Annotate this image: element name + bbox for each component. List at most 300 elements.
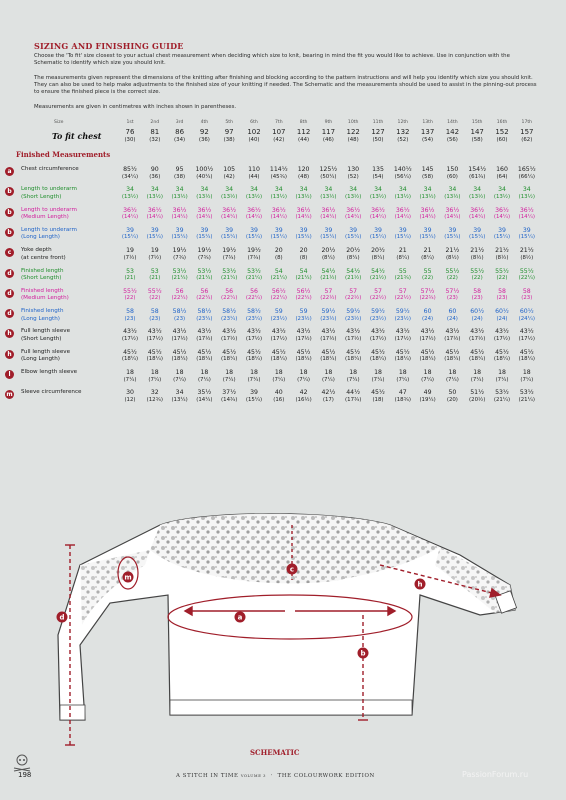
marker-d: d [59, 613, 65, 622]
cell-cm: 132 [396, 128, 410, 136]
cell-cm: 55½ [445, 267, 460, 275]
cell-in: (62) [521, 136, 533, 143]
row-label [21, 308, 116, 323]
cell-cm: 43½ [395, 328, 410, 336]
table-cell [242, 288, 266, 303]
table-cell [341, 308, 365, 323]
cell-in: (13½) [493, 193, 511, 200]
table-cell [143, 247, 167, 262]
cell-in: (36) [198, 136, 210, 143]
to-fit-cell [217, 129, 241, 144]
cell-cm: 57 [374, 287, 382, 295]
table-cell [242, 328, 266, 343]
cell-in: (7¼) [470, 376, 484, 383]
cell-cm: 34 [473, 186, 482, 194]
cell-cm: 39 [225, 226, 234, 234]
cell-cm: 86 [175, 128, 185, 136]
cell-cm: 43½ [296, 328, 311, 336]
table-cell [242, 268, 266, 283]
table-cell [391, 247, 415, 262]
cell-cm: 55½ [519, 267, 534, 275]
cell-cm: 36½ [172, 206, 187, 214]
cell-cm: 145 [421, 166, 434, 173]
table-cell [515, 308, 539, 323]
cell-in: (14¼) [121, 214, 139, 221]
table-cell [192, 247, 216, 262]
cell-in: (22½) [320, 295, 337, 302]
cell-in: (7¾) [222, 254, 236, 261]
table-cell [465, 268, 489, 283]
row-label-main: Finished length [21, 308, 64, 315]
cell-cm: 42 [299, 389, 308, 397]
table-cell [490, 308, 514, 323]
table-row [0, 227, 566, 247]
table-cell [217, 288, 241, 303]
cell-in: (18¼) [493, 356, 511, 363]
table-cell [217, 166, 241, 181]
cell-in: (22) [496, 275, 508, 281]
cell-cm: 34 [448, 186, 457, 194]
row-key-badge: d [5, 289, 14, 298]
table-cell [416, 268, 440, 283]
cell-cm: 43½ [420, 328, 435, 336]
row-label [21, 328, 116, 343]
table-cell [143, 268, 167, 283]
to-fit-cell [440, 129, 464, 144]
cell-cm: 43½ [445, 328, 460, 336]
cell-in: (56) [446, 136, 458, 143]
cell-in: (14¼) [419, 214, 436, 221]
table-cell [515, 328, 539, 343]
cell-in: (18¼) [469, 356, 486, 363]
table-cell [515, 247, 539, 262]
cell-cm: 36½ [445, 206, 460, 214]
cell-cm: 18 [200, 369, 209, 376]
table-cell [316, 308, 340, 323]
cell-cm: 43½ [495, 328, 509, 336]
size-header: 2nd [150, 120, 160, 125]
cell-in: (14¼) [245, 214, 263, 221]
table-cell [440, 288, 464, 303]
table-row [0, 288, 566, 308]
cell-cm: 39 [299, 226, 308, 234]
cell-cm: 21½ [470, 247, 485, 255]
cell-cm: 152 [495, 128, 509, 136]
table-cell [341, 247, 365, 262]
cell-cm: 130 [347, 166, 360, 173]
row-label-sub: (Short Length) [21, 275, 62, 281]
cell-cm: 54 [299, 267, 308, 275]
size-header: 12th [397, 120, 409, 125]
row-key-badge: d [5, 269, 14, 278]
cell-in: (23¼) [245, 315, 263, 322]
cell-cm: 36½ [222, 206, 237, 214]
cell-cm: 39 [200, 226, 209, 234]
cell-in: (13½) [171, 193, 188, 200]
cell-in: (22¼) [245, 295, 263, 302]
table-cell [267, 166, 291, 181]
book-edition: THE COLOURWORK EDITION [277, 773, 375, 779]
cell-cm: 56 [200, 287, 209, 295]
table-cell [267, 328, 291, 343]
table-cell [143, 369, 167, 384]
cell-cm: 43½ [321, 328, 336, 336]
table-cell [366, 247, 390, 262]
table-cell [515, 207, 539, 222]
table-cell [292, 268, 316, 283]
table-cell [416, 247, 440, 262]
table-cell [490, 268, 514, 283]
table-cell [242, 308, 266, 323]
table-cell [366, 369, 390, 384]
table-cell [316, 227, 340, 242]
cell-in: (22¼) [171, 295, 188, 302]
cell-cm: 18 [349, 369, 358, 376]
table-cell [341, 369, 365, 384]
book-title: A STITCH IN TIME VOLUME 3 · THE COLOURWORK EDITION [176, 773, 375, 779]
table-cell [292, 207, 316, 222]
cell-in: (42) [273, 136, 285, 143]
cell-cm: 58 [498, 287, 506, 295]
cell-in: (18¼) [419, 356, 436, 363]
cell-cm: 39 [250, 226, 258, 234]
table-cell [267, 207, 291, 222]
cell-in: (14¼) [171, 214, 188, 221]
cell-in: (24) [446, 315, 458, 322]
cell-cm: 39 [150, 226, 159, 234]
cell-in: (34¼) [121, 173, 139, 180]
cell-cm: 45½ [495, 348, 509, 356]
cell-in: (44) [298, 136, 310, 143]
table-cell [341, 166, 365, 181]
table-cell [465, 288, 489, 303]
to-fit-cell [143, 129, 167, 144]
table-cell [192, 268, 216, 283]
cell-cm: 34 [250, 186, 258, 194]
cell-in: (21¼) [221, 275, 238, 281]
size-header: 4th [200, 120, 209, 125]
row-label [21, 247, 116, 262]
table-cell [292, 328, 316, 343]
cell-cm: 53½ [495, 389, 509, 397]
to-fit-cell [292, 129, 316, 144]
table-cell [118, 389, 142, 404]
cell-cm: 18 [274, 369, 283, 376]
cell-in: (38) [223, 136, 235, 143]
table-cell [416, 369, 440, 384]
intro-paragraph: Choose the 'To fit' size closest to your actual chest measurement when deciding which size to knit, bearing in mind the fit you would like to achieve. Use in conjunction with the Schematic to identify which size you should knit. [34, 53, 510, 66]
table-cell [118, 369, 142, 384]
cell-in: (17½) [196, 335, 213, 342]
cell-in: (15¼) [345, 234, 362, 241]
to-fit-cell [242, 129, 266, 144]
cell-cm: 36½ [371, 206, 385, 214]
cell-in: (18¼) [221, 356, 238, 363]
cell-in: (15¼) [245, 234, 263, 241]
table-cell [391, 227, 415, 242]
cell-cm: 60½ [519, 308, 534, 316]
cell-cm: 36½ [123, 206, 137, 214]
table-cell [366, 268, 390, 283]
cell-in: (7½) [148, 254, 162, 261]
row-label-main: Length to underarm [21, 206, 77, 213]
table-cell [217, 328, 241, 343]
cell-cm: 47 [398, 389, 407, 397]
cell-cm: 117 [321, 128, 336, 136]
cell-in: (14¼) [146, 214, 163, 221]
size-header: 17th [521, 120, 533, 125]
to-fit-cell [316, 129, 340, 144]
cell-cm: 57 [324, 287, 333, 295]
row-label-sub: (Long Length) [21, 234, 60, 241]
cell-cm: 56½ [296, 287, 311, 295]
cell-in: (21¼) [493, 396, 511, 403]
cell-cm: 20½ [321, 247, 336, 255]
table-cell [341, 268, 365, 283]
table-row [0, 166, 566, 186]
cell-in: (13½) [270, 193, 287, 200]
to-fit-cell [267, 129, 291, 144]
row-key-badge: b [5, 208, 14, 217]
cell-in: (22) [422, 275, 434, 281]
table-cell [267, 268, 291, 283]
table-cell [316, 166, 340, 181]
cell-in: (7¼) [148, 376, 162, 383]
table-cell [192, 369, 216, 384]
cell-in: (8½) [495, 254, 509, 261]
table-cell [440, 389, 464, 404]
row-label-main: Full length sleeve [21, 348, 71, 355]
table-cell [391, 268, 415, 283]
units-paragraph: Measurements are given in centimetres with inches shown in parentheses. [34, 104, 237, 110]
cell-in: (15¼) [146, 234, 163, 241]
cell-in: (17½) [444, 335, 461, 342]
cell-cm: 43½ [197, 328, 212, 336]
cell-in: (15¼) [444, 234, 461, 241]
cell-in: (8¼) [421, 254, 435, 261]
cell-cm: 59½ [371, 308, 385, 316]
cell-in: (21¾) [394, 275, 411, 281]
cell-cm: 39 [448, 226, 457, 234]
cell-cm: 36½ [247, 206, 261, 214]
cell-cm: 53 [150, 267, 159, 275]
to-fit-row [0, 129, 566, 149]
table-cell [242, 389, 266, 404]
table-cell [440, 207, 464, 222]
cell-in: (23) [496, 295, 508, 302]
cell-in: (52) [397, 136, 409, 143]
cell-cm: 53½ [519, 389, 534, 397]
cell-in: (40) [248, 136, 260, 143]
table-cell [267, 389, 291, 404]
cell-cm: 34 [299, 186, 308, 194]
cell-cm: 54½ [321, 267, 336, 275]
cell-in: (17½) [121, 335, 139, 342]
to-fit-cell [515, 129, 539, 144]
table-row [0, 328, 566, 348]
table-cell [267, 369, 291, 384]
cell-in: (15¼) [394, 234, 411, 241]
cell-in: (13½) [444, 193, 461, 200]
table-cell [416, 288, 440, 303]
cell-cm: 43½ [519, 328, 534, 336]
cell-cm: 18 [299, 369, 308, 376]
table-cell [143, 186, 167, 201]
cell-cm: 45½ [147, 348, 162, 356]
cell-in: (18¼) [121, 356, 139, 363]
row-label-main: Chest circumference [21, 166, 79, 172]
row-label [21, 227, 116, 242]
cell-cm: 36½ [271, 206, 286, 214]
cell-in: (61¾) [469, 173, 486, 180]
cell-in: (22) [471, 275, 483, 281]
table-cell [242, 207, 266, 222]
cell-cm: 140½ [393, 166, 412, 173]
cell-cm: 58½ [197, 308, 212, 316]
cell-cm: 39 [274, 226, 283, 234]
cell-in: (23) [124, 315, 136, 322]
cell-in: (15¼) [171, 234, 188, 241]
cell-cm: 45½ [296, 348, 311, 356]
cell-cm: 165½ [517, 166, 536, 173]
table-cell [192, 207, 216, 222]
table-cell [316, 186, 340, 201]
schematic-title: SCHEMATIC [250, 748, 300, 757]
table-cell [143, 227, 167, 242]
cell-cm: 34 [175, 389, 184, 397]
row-label-main: Length to underarm [21, 186, 77, 193]
table-cell [118, 186, 142, 201]
cell-cm: 34 [225, 186, 234, 194]
cell-cm: 34 [200, 186, 209, 194]
cell-in: (22) [124, 295, 136, 302]
cell-in: (7¾) [197, 254, 211, 261]
cell-cm: 57½ [445, 287, 460, 295]
table-cell [118, 268, 142, 283]
cell-in: (13½) [394, 193, 411, 200]
row-key-badge: c [5, 248, 14, 257]
table-cell [118, 227, 142, 242]
cell-in: (21½) [369, 275, 387, 281]
cell-cm: 58 [126, 308, 134, 316]
table-cell [267, 288, 291, 303]
cell-cm: 36½ [147, 206, 162, 214]
cell-cm: 20 [274, 247, 283, 255]
cell-in: (23½) [295, 315, 312, 322]
table-cell [490, 186, 514, 201]
table-cell [515, 227, 539, 242]
table-cell [341, 186, 365, 201]
cell-in: (17½) [245, 335, 263, 342]
cell-cm: 19½ [197, 247, 212, 255]
cell-in: (17½) [369, 335, 387, 342]
cell-cm: 102 [247, 128, 261, 136]
cell-in: (7¼) [520, 376, 534, 383]
table-cell [143, 389, 167, 404]
cell-in: (17½) [146, 335, 163, 342]
row-key-badge: b [5, 187, 14, 196]
cell-cm: 60 [423, 308, 432, 316]
cell-in: (21½) [345, 275, 362, 281]
table-cell [391, 349, 415, 364]
cell-in: (18¼) [146, 356, 163, 363]
table-cell [292, 227, 316, 242]
cell-cm: 36½ [519, 206, 534, 214]
cell-in: (8¼) [396, 254, 410, 261]
row-key-badge: d [5, 309, 14, 318]
cell-in: (15¼) [221, 234, 238, 241]
cell-cm: 18 [498, 369, 506, 376]
cell-cm: 147 [470, 128, 484, 136]
size-header: 5th [225, 120, 233, 125]
table-cell [465, 349, 489, 364]
cell-in: (13½) [320, 193, 337, 200]
table-cell [515, 186, 539, 201]
cell-cm: 45½ [247, 348, 261, 356]
cell-cm: 43½ [470, 328, 485, 336]
to-fit-label: To fit chest [52, 131, 102, 141]
cell-cm: 34 [274, 186, 283, 194]
cell-in: (7¼) [396, 376, 410, 383]
cell-in: (22¼) [196, 295, 213, 302]
table-row [0, 308, 566, 328]
cell-cm: 21½ [445, 247, 460, 255]
cell-cm: 18 [448, 369, 457, 376]
cell-cm: 135 [372, 166, 384, 173]
finished-measurements-title: Finished Measurements [16, 150, 111, 159]
measurements-paragraph: The measurements given represent the dimensions of the knitting after finishing and blocking according to the pattern instructions and will help you identify which size you should knit. They can also be used to help make adjustments to the finished size of your knitting if needed. The Schematic and the measurements should be used to assist in the pinning-out process to ensure the finished piece is the correct size. [34, 75, 537, 95]
cell-in: (7¼) [371, 376, 385, 383]
table-cell [292, 308, 316, 323]
table-cell [465, 389, 489, 404]
cell-in: (36) [149, 173, 161, 180]
cell-cm: 35½ [197, 389, 212, 397]
row-label [21, 166, 116, 174]
cell-in: (14¾) [221, 396, 238, 403]
table-cell [490, 207, 514, 222]
cell-cm: 34 [498, 186, 506, 194]
table-cell [465, 166, 489, 181]
cell-in: (14¼) [295, 214, 312, 221]
cell-cm: 58 [473, 287, 482, 295]
table-cell [292, 186, 316, 201]
cell-cm: 36½ [470, 206, 485, 214]
size-header-row [0, 120, 566, 128]
cell-cm: 53½ [172, 267, 187, 275]
cell-cm: 40 [274, 389, 283, 397]
to-fit-cell [416, 129, 440, 144]
table-cell [391, 308, 415, 323]
cell-in: (15¼) [270, 234, 287, 241]
cell-in: (23) [521, 295, 533, 302]
cell-in: (21¼) [196, 275, 213, 281]
cell-cm: 18 [150, 369, 159, 376]
cell-cm: 90 [150, 166, 159, 173]
table-cell [168, 247, 192, 262]
cell-in: (7¼) [321, 376, 335, 383]
cell-in: (21¼) [295, 275, 312, 281]
cell-in: (18¼) [171, 356, 188, 363]
cell-cm: 36½ [321, 206, 336, 214]
cell-cm: 34 [374, 186, 382, 194]
cell-cm: 59½ [395, 308, 410, 316]
cell-cm: 56½ [271, 287, 286, 295]
cell-in: (22) [446, 275, 458, 281]
table-cell [416, 389, 440, 404]
cell-in: (16) [273, 396, 285, 403]
cell-in: (15¼) [493, 234, 511, 241]
cell-in: (7¼) [123, 376, 137, 383]
